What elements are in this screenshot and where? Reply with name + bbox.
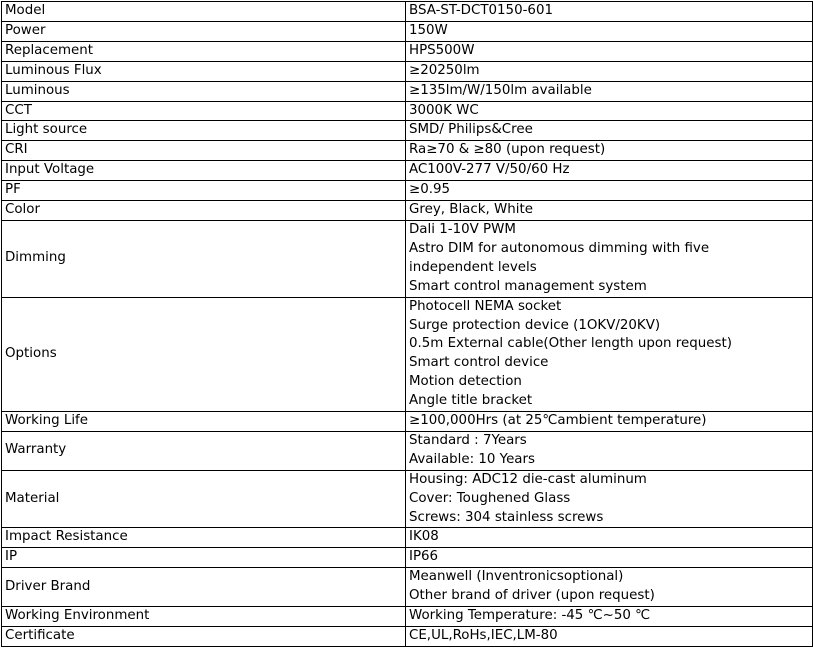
spec-value-line: HPS500W xyxy=(409,42,475,58)
spec-value xyxy=(406,161,813,181)
spec-row xyxy=(2,41,813,61)
spec-value xyxy=(406,81,813,101)
spec-value-line: ≥135lm/W/150lm available xyxy=(409,82,592,98)
spec-table-body xyxy=(2,2,813,647)
spec-row xyxy=(2,181,813,201)
spec-value-line: 150W xyxy=(409,22,448,38)
spec-label: IP xyxy=(2,548,406,568)
spec-value xyxy=(406,21,813,41)
spec-label: CRI xyxy=(2,141,406,161)
spec-row xyxy=(2,61,813,81)
spec-row xyxy=(2,568,813,607)
spec-label: Certificate xyxy=(2,627,406,647)
spec-label: Model xyxy=(2,2,406,22)
spec-value-line: Motion detection xyxy=(409,374,522,390)
spec-value xyxy=(406,297,813,411)
spec-value-line: Astro DIM for autonomous dimming with five xyxy=(409,240,710,256)
spec-label: PF xyxy=(2,181,406,201)
spec-row xyxy=(2,607,813,627)
spec-label: Light source xyxy=(2,121,406,141)
spec-value xyxy=(406,2,813,22)
spec-value xyxy=(406,431,813,470)
spec-row xyxy=(2,121,813,141)
spec-value xyxy=(406,61,813,81)
spec-value-line: Other brand of driver (upon request) xyxy=(409,588,655,604)
spec-value-line: Grey, Black, White xyxy=(409,202,533,218)
spec-value xyxy=(406,548,813,568)
spec-value-line: Working Temperature: -45 ℃~50 ℃ xyxy=(409,608,651,624)
spec-row xyxy=(2,81,813,101)
spec-value-line: AC100V-277 V/50/60 Hz xyxy=(409,162,570,178)
spec-value-line: Smart control management system xyxy=(409,278,647,294)
spec-label: CCT xyxy=(2,101,406,121)
spec-value xyxy=(406,101,813,121)
spec-value xyxy=(406,201,813,221)
spec-value xyxy=(406,181,813,201)
spec-value-line: Standard : 7Years xyxy=(409,432,527,448)
spec-value xyxy=(406,607,813,627)
spec-label: Working Life xyxy=(2,412,406,432)
spec-label: Dimming xyxy=(2,220,406,297)
spec-value-line: Available: 10 Years xyxy=(409,451,535,467)
spec-row xyxy=(2,431,813,470)
spec-value-line: Meanwell (Inventronicsoptional) xyxy=(409,569,624,585)
spec-label: Input Voltage xyxy=(2,161,406,181)
spec-row xyxy=(2,161,813,181)
spec-value-line: Screws: 304 stainless screws xyxy=(409,509,604,525)
spec-label: Working Environment xyxy=(2,607,406,627)
spec-value-line: Surge protection device (1OKV/20KV) xyxy=(409,317,661,333)
spec-value-line: CE,UL,RoHs,IEC,LM-80 xyxy=(409,628,558,643)
spec-row xyxy=(2,627,813,647)
spec-label: Warranty xyxy=(2,431,406,470)
spec-value-line: ≥100,000Hrs (at 25℃ambient temperature) xyxy=(409,413,707,429)
spec-value xyxy=(406,568,813,607)
spec-value-line: Photocell NEMA socket xyxy=(409,298,562,314)
spec-value-line: SMD/ Philips&Cree xyxy=(409,122,533,138)
spec-value xyxy=(406,141,813,161)
spec-label: Options xyxy=(2,297,406,411)
spec-value xyxy=(406,220,813,297)
spec-value xyxy=(406,470,813,528)
spec-label: Driver Brand xyxy=(2,568,406,607)
spec-value-line: Cover: Toughened Glass xyxy=(409,490,571,506)
spec-row xyxy=(2,412,813,432)
spec-value-line: independent levels xyxy=(409,259,537,275)
spec-label: Material xyxy=(2,470,406,528)
spec-label: Power xyxy=(2,21,406,41)
spec-value xyxy=(406,528,813,548)
spec-table xyxy=(1,1,813,647)
spec-value-line: ≥20250lm xyxy=(409,62,480,78)
spec-value xyxy=(406,121,813,141)
spec-label: Replacement xyxy=(2,41,406,61)
spec-value xyxy=(406,627,813,647)
spec-row xyxy=(2,201,813,221)
spec-label: Luminous Flux xyxy=(2,61,406,81)
spec-row xyxy=(2,101,813,121)
spec-row xyxy=(2,548,813,568)
spec-value-line: 0.5m External cable(Other length upon request) xyxy=(409,336,732,352)
spec-row xyxy=(2,528,813,548)
spec-row xyxy=(2,470,813,528)
spec-label: Color xyxy=(2,201,406,221)
spec-row xyxy=(2,2,813,22)
spec-value-line: 3000K WC xyxy=(409,102,479,118)
spec-value xyxy=(406,412,813,432)
spec-value xyxy=(406,41,813,61)
spec-value-line: ≥0.95 xyxy=(409,182,451,198)
spec-value-line: Ra≥70 & ≥80 (upon request) xyxy=(409,142,606,158)
spec-label: Impact Resistance xyxy=(2,528,406,548)
spec-value-line: IK08 xyxy=(409,529,439,545)
spec-row xyxy=(2,141,813,161)
spec-value-line: Housing: ADC12 die-cast aluminum xyxy=(409,471,647,487)
spec-value-line: BSA-ST-DCT0150-601 xyxy=(409,3,553,18)
spec-value-line: Dali 1-10V PWM xyxy=(409,221,516,237)
spec-row xyxy=(2,220,813,297)
spec-value-line: Angle title bracket xyxy=(409,393,533,409)
spec-value-line: Smart control device xyxy=(409,355,549,371)
spec-value-line: IP66 xyxy=(409,549,439,565)
spec-row xyxy=(2,297,813,411)
spec-row xyxy=(2,21,813,41)
spec-label: Luminous xyxy=(2,81,406,101)
